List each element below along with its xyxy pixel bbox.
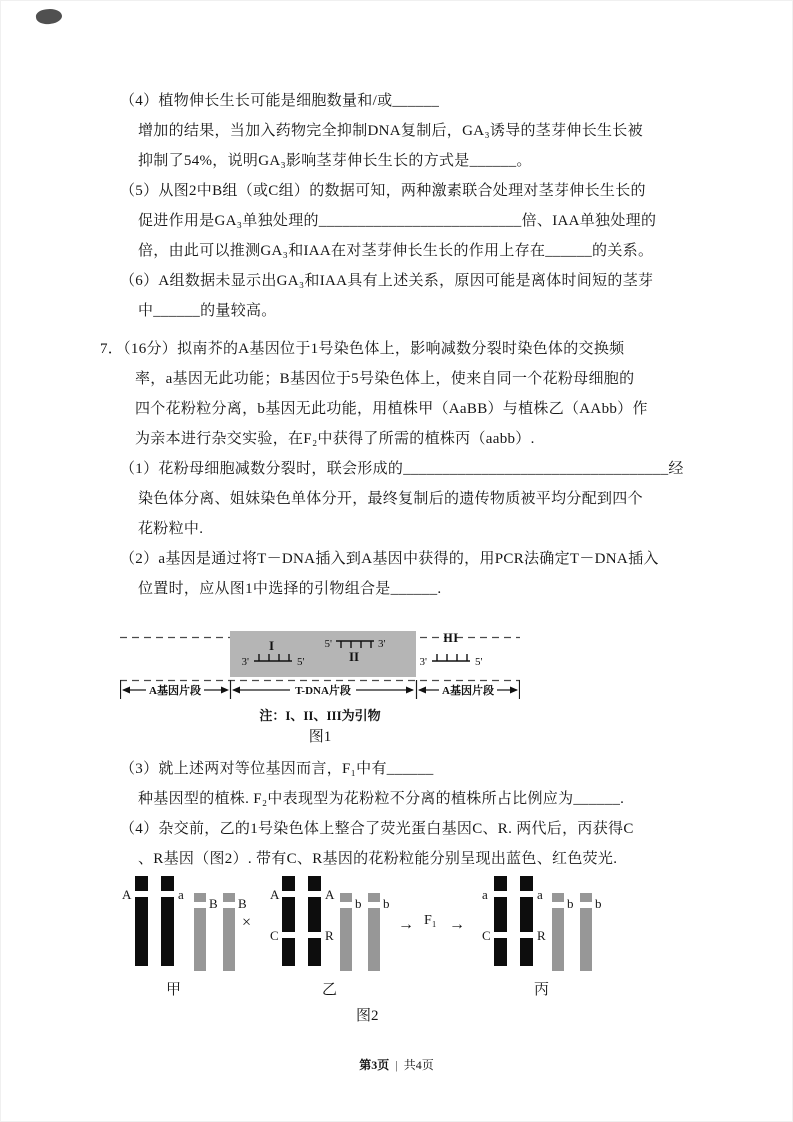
q7-part2-line1: （2）a基因是通过将T－DNA插入到A基因中获得的，用PCR法确定T－DNA插入: [120, 551, 659, 567]
primer-3-icon: [432, 654, 470, 661]
gene-band: [520, 891, 533, 897]
total-pages-label: 共4页: [403, 1058, 434, 1072]
gene-label-b: b: [355, 896, 362, 911]
gene-label-B: B: [238, 896, 247, 911]
q6-part4-line2: 增加的结果，当加入药物完全抑制DNA复制后，GA₃诱导的茎芽伸长生长被: [138, 123, 643, 139]
primer-3-3prime: 3': [419, 656, 427, 668]
plant-jia-group: [122, 876, 252, 998]
plant-jia-name: 甲: [166, 982, 182, 998]
gene-band: [282, 891, 295, 897]
gene-band: [308, 891, 321, 897]
plant-bing-name: 丙: [534, 982, 550, 998]
gene-label-B: B: [209, 896, 218, 911]
figure-1: [120, 628, 520, 748]
q6-part5-line2: 促进作用是GA₃单独处理的__________________________倍、IAA单独处理的: [138, 213, 657, 229]
gene-band: [223, 902, 235, 908]
page-footer: [0, 1056, 793, 1073]
gene-band: [494, 932, 507, 938]
q7-part3-line2: 种基因型的植株. F₂中表现型为花粉粒不分离的植株所占比例应为______.: [138, 791, 625, 807]
q6-part6-line2: 中______的量较高。: [138, 303, 277, 319]
gene-label-C: C: [482, 928, 491, 943]
q6-part5-line1: （5）从图2中B组（或C组）的数据可知，两种激素联合处理对茎芽伸长生长的: [120, 183, 646, 199]
gene-band: [308, 932, 321, 938]
segment-mid-label: T-DNA片段: [295, 685, 351, 697]
gene-band: [282, 932, 295, 938]
primer-2-5prime: 5': [324, 638, 332, 650]
figure-2-caption: 图2: [356, 1008, 379, 1024]
q7-part4-line1: （4）杂交前，乙的1号染色体上整合了荧光蛋白基因C、R. 两代后，丙获得C: [120, 821, 634, 837]
q7-stem-line1: 7．（16分）拟南芥的A基因位于1号染色体上，影响减数分裂时染色体的交换频: [100, 341, 625, 357]
arrow-icon: →: [449, 916, 465, 933]
current-page-label: 第3页: [359, 1058, 390, 1072]
gene-band: [161, 891, 174, 897]
primer-3-5prime: 5': [475, 656, 483, 668]
gene-label-a: a: [482, 887, 488, 902]
gene-label-a: a: [178, 887, 184, 902]
primer-1-label: I: [269, 638, 275, 653]
gene-label-R: R: [537, 928, 546, 943]
segment-left-label: A基因片段: [149, 685, 201, 697]
exam-content: [0, 86, 793, 1073]
chromosome1-black-bar: [494, 876, 507, 966]
q7-part2-line2: 位置时，应从图1中选择的引物组合是______.: [138, 581, 442, 597]
gene-band: [580, 902, 592, 908]
plant-bing-group: [482, 876, 612, 998]
chromosome5-gray-bar: [552, 893, 564, 971]
chromosome5-gray-bar: [368, 893, 380, 971]
cross-symbol: ×: [242, 914, 252, 931]
q6-part5-line3: 倍，由此可以推测GA₃和IAA在对茎芽伸长生长的作用上存在______的关系。: [138, 243, 654, 259]
figure-2: [118, 876, 678, 1028]
gene-label-b: b: [595, 896, 602, 911]
q7-stem-line3: 四个花粉粒分离，b基因无此功能，用植株甲（AaBB）与植株乙（AAbb）作: [135, 401, 648, 417]
chromosome1-black-bar: [161, 876, 174, 966]
plant-yi-name: 乙: [322, 982, 338, 998]
gene-label-A: A: [325, 887, 335, 902]
q6-part4-line1: （4）植物伸长生长可能是细胞数量和/或______: [120, 93, 440, 109]
gene-label-C: C: [270, 928, 279, 943]
chromosome5-gray-bar: [194, 893, 206, 971]
chromosome1-black-bar: [282, 876, 295, 966]
arrow-icon: →: [398, 916, 414, 933]
figure-1-diagram: [120, 628, 520, 702]
q7-part4-line2: 、R基因（图2）. 带有C、R基因的花粉粒能分别呈现出蓝色、红色荧光.: [138, 851, 618, 867]
gene-band: [368, 902, 380, 908]
plant-yi-group: [270, 876, 400, 998]
primer-2-label: II: [349, 649, 360, 664]
gene-label-b: b: [383, 896, 390, 911]
q7-part1-line1: （1）花粉母细胞减数分裂时，联会形成的__________________________________经: [120, 461, 684, 477]
q6-part6-line1: （6）A组数据未显示出GA₃和IAA具有上述关系，原因可能是离体时间短的茎芽: [120, 273, 654, 289]
figure-1-caption: 图1: [308, 729, 332, 745]
segment-right-label: A基因片段: [442, 685, 494, 697]
chromosome5-gray-bar: [223, 893, 235, 971]
gene-label-R: R: [325, 928, 334, 943]
f1-label: F₁: [424, 913, 437, 928]
gene-band: [135, 891, 148, 897]
chromosome1-black-bar: [135, 876, 148, 966]
primer-1-3prime: 3': [241, 656, 249, 668]
primer-2-3prime: 3': [378, 638, 386, 650]
primer-1-5prime: 5': [297, 656, 305, 668]
gene-band: [194, 902, 206, 908]
gene-label-A: A: [122, 887, 132, 902]
primer-3-label: III: [443, 630, 459, 645]
gene-band: [494, 891, 507, 897]
tdna-gray-box: [230, 631, 416, 677]
figure-1-note: 注：I、II、III为引物: [259, 708, 381, 723]
gene-band: [552, 902, 564, 908]
chromosome1-black-bar: [520, 876, 533, 966]
q7-part1-line3: 花粉粒中.: [138, 521, 204, 537]
q7-part3-line1: （3）就上述两对等位基因而言，F₁中有______: [120, 761, 434, 777]
chromosome1-black-bar: [308, 876, 321, 966]
q7-stem-line4: 为亲本进行杂交实验，在F₂中获得了所需的植株丙（aabb）.: [135, 431, 535, 447]
q7-part1-line2: 染色体分离、姐妹染色单体分开，最终复制后的遗传物质被平均分配到四个: [138, 491, 643, 507]
chromosome5-gray-bar: [340, 893, 352, 971]
gene-band: [340, 902, 352, 908]
q7-stem-line2: 率，a基因无此功能；B基因位于5号染色体上，使来自同一个花粉母细胞的: [135, 371, 635, 387]
gene-label-a: a: [537, 887, 543, 902]
gene-label-A: A: [270, 887, 280, 902]
footer-separator: |: [395, 1058, 398, 1072]
gene-band: [520, 932, 533, 938]
q6-part4-line3: 抑制了54%，说明GA₃影响茎芽伸长生长的方式是______。: [138, 153, 532, 169]
gene-label-b: b: [567, 896, 574, 911]
chromosome5-gray-bar: [580, 893, 592, 971]
scan-ink-mark: [35, 7, 63, 25]
